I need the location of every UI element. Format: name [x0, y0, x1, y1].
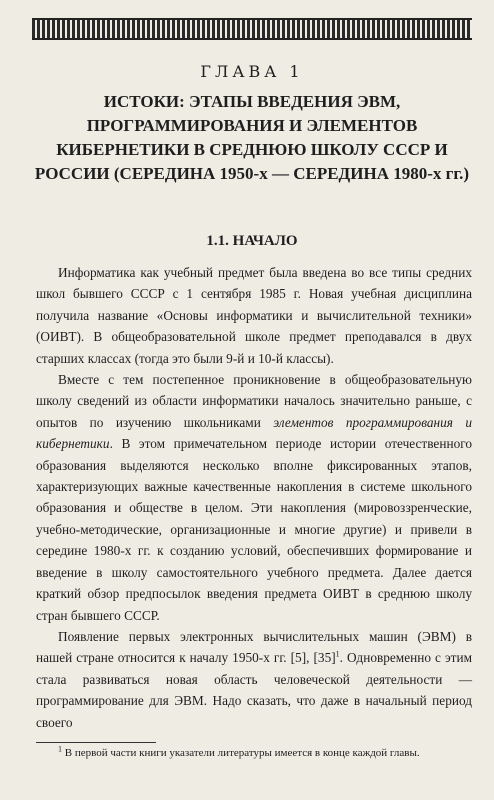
paragraph-3-end: . Одновременно с этим стала развиваться новая область человеческой деятельности — программирование для ЭВМ. Надо сказать, что даже в начальный период своего: [36, 650, 472, 730]
paragraph-3: [36, 626, 472, 733]
section-title: 1.1. НАЧАЛО: [206, 233, 298, 249]
footnote-paragraph: [36, 746, 472, 761]
paragraph-2-start: Вместе с тем постепенное проникновение в общеобразовательную школу сведений из области информатики началось значительно раньше, с опытов по изучению школьниками: [36, 372, 472, 430]
body-text: [36, 262, 472, 733]
paragraph-2-end: . В этом примечательном периоде истории отечественного образования выделяются несколько вполне фиксированных этапов, характеризующих важные качественные накопления в системе школьного образования и обществе в целом. Эти накопления (мировоззренческие, учебно-методические, организационные и многие другие) и привели в середине 1980-х гг. к созданию условий, обеспечивших формирование и введение в школу самостоятельного учебного предмета. Далее дается краткий обзор предпосылок введения предмета ОИВТ в среднюю школу стран бывшего СССР.: [36, 436, 472, 623]
chapter-label: ГЛАВА 1: [200, 62, 304, 81]
chapter-title: ИСТОКИ: ЭТАПЫ ВВЕДЕНИЯ ЭВМ, ПРОГРАММИРОВАНИЯ И ЭЛЕМЕНТОВ КИБЕРНЕТИКИ В СРЕДНЮЮ ШКОЛУ СССР И РОССИИ (СЕРЕДИНА 1950-х — СЕРЕДИНА 1980-х гг.): [34, 92, 470, 183]
paragraph-3-start: Появление первых электронных вычислительных машин (ЭВМ) в нашей стране относится к началу 1950-х гг. [5], [35]: [36, 628, 472, 666]
footnote-text: В первой части книги указатели литературы имеется в конце каждой главы.: [62, 747, 420, 759]
footnote-reference: 1: [335, 649, 340, 659]
footnote-mark: 1: [58, 744, 62, 754]
footnote-divider: [36, 742, 156, 743]
decorative-header-bar: [32, 18, 472, 40]
paragraph-2-emphasis: элементов программирования и кибернетики: [36, 414, 472, 452]
paragraph-2: [36, 369, 472, 626]
paragraph-1: Информатика как учебный предмет была введена во все типы средних школ бывшего СССР с 1 сентября 1985 г. Новая учебная дисциплина получила название «Основы информатики и вычислительной техники» (ОИВТ). В общеобразовательной школе предмет преподавался в двух старших классах (тогда это были 9-й и 10-й классы).: [36, 265, 472, 366]
footnote: [36, 746, 472, 761]
